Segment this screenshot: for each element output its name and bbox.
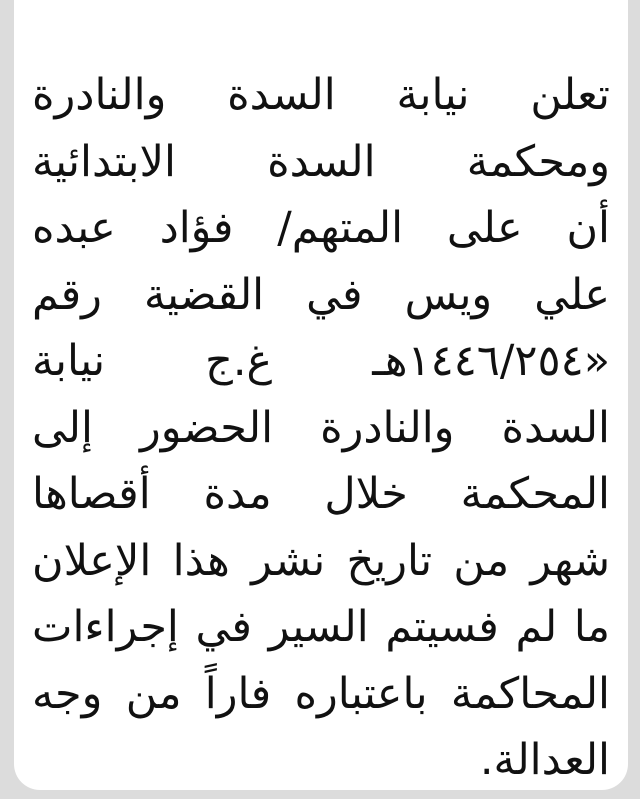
notice-line-7: المحكمة خلال مدة أقصاها xyxy=(32,469,610,519)
notice-line-1: تعلن نيابة السدة والنادرة xyxy=(32,70,610,120)
notice-line-10: المحاكمة باعتباره فاراً من وجه xyxy=(32,668,610,719)
notice-line-5: «١٤٤٦/٢٥٤هـ غ.ج نيابة xyxy=(32,336,610,386)
notice-line-2: ومحكمة السدة الابتدائية xyxy=(32,136,610,187)
notice-card xyxy=(14,0,628,790)
notice-line-9: ما لم فسيتم السير في إجراءات xyxy=(32,602,610,652)
notice-line-4: علي ويس في القضية رقم xyxy=(32,269,610,320)
notice-line-11: العدالة. xyxy=(479,735,610,785)
notice-line-8: شهر من تاريخ نشر هذا الإعلان xyxy=(32,535,610,586)
notice-line-3: أن على المتهم/ فؤاد عبده xyxy=(32,203,610,253)
notice-line-6: السدة والنادرة الحضور إلى xyxy=(32,402,610,453)
notice-body xyxy=(32,62,610,790)
